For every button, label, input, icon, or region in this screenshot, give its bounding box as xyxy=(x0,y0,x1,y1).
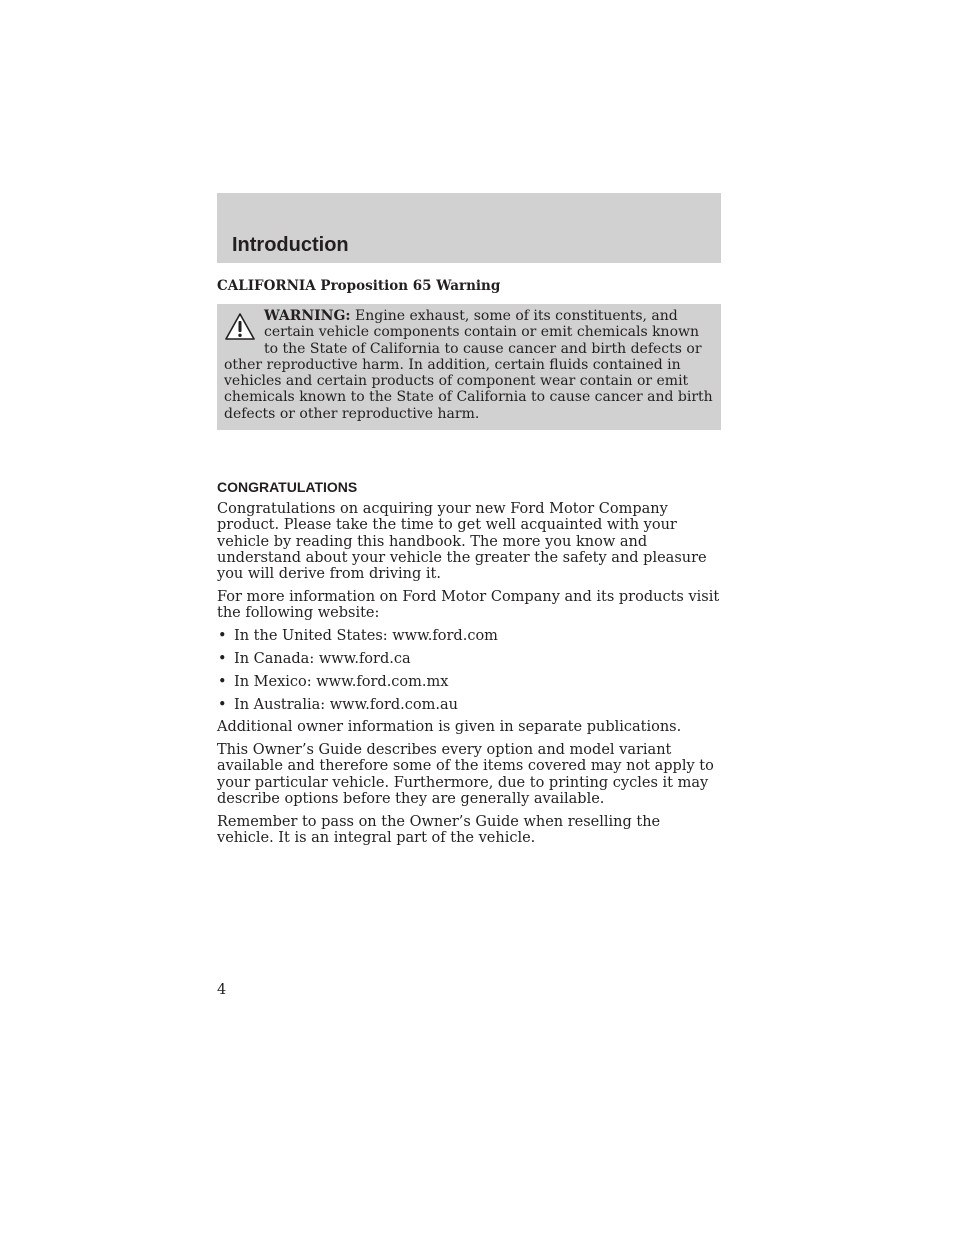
congratulations-paragraph-2: For more information on Ford Motor Company and its products visit the following website: xyxy=(217,589,720,622)
website-text: In Canada: www.ford.ca xyxy=(234,650,411,667)
page-number: 4 xyxy=(217,982,227,998)
website-list xyxy=(217,628,721,713)
bullet-icon: • xyxy=(218,650,227,667)
list-item xyxy=(217,674,721,690)
congratulations-paragraph-4: This Owner’s Guide describes every option and model variant available and therefore some of the items covered may not apply to your particular vehicle. Furthermore, due to printing cycles it may describe options before they are generally available. xyxy=(217,742,714,808)
list-item xyxy=(217,697,721,713)
website-text: In Australia: www.ford.com.au xyxy=(234,696,458,713)
congratulations-title: CONGRATULATIONS xyxy=(217,479,358,496)
section-title: Introduction xyxy=(232,234,349,256)
website-text: In the United States: www.ford.com xyxy=(234,628,498,645)
website-text: In Mexico: www.ford.com.mx xyxy=(234,673,449,690)
list-item xyxy=(217,628,721,644)
california-warning-title: CALIFORNIA Proposition 65 Warning xyxy=(217,278,501,294)
congratulations-paragraph-5: Remember to pass on the Owner’s Guide when reselling the vehicle. It is an integral part of the vehicle. xyxy=(217,813,661,847)
list-item xyxy=(217,651,721,667)
bullet-icon: • xyxy=(218,696,227,713)
bullet-icon: • xyxy=(218,628,227,645)
warning-label: WARNING: xyxy=(264,308,351,324)
warning-triangle-icon xyxy=(224,312,256,342)
warning-text: Engine exhaust, some of its constituents, and certain vehicle components contain or emit chemicals known to the State of California to cause cancer and birth defects or other reproductive harm. In addition, certain fluids contained in vehicles and certain products of component wear contain or emit chemicals known to the State of California to cause cancer and birth defects or other reproductive harm. xyxy=(224,308,713,422)
page-content xyxy=(217,276,721,853)
bullet-icon: • xyxy=(218,673,227,690)
congratulations-paragraph-1: Congratulations on acquiring your new Ford Motor Company product. Please take the time to get well acquainted with your vehicle by reading this handbook. The more you know and understand about your vehicle the greater the safety and pleasure you will derive from driving it. xyxy=(217,501,707,583)
warning-box xyxy=(217,304,721,430)
congratulations-paragraph-3: Additional owner information is given in separate publications. xyxy=(217,719,682,736)
section-header-band xyxy=(217,193,721,263)
